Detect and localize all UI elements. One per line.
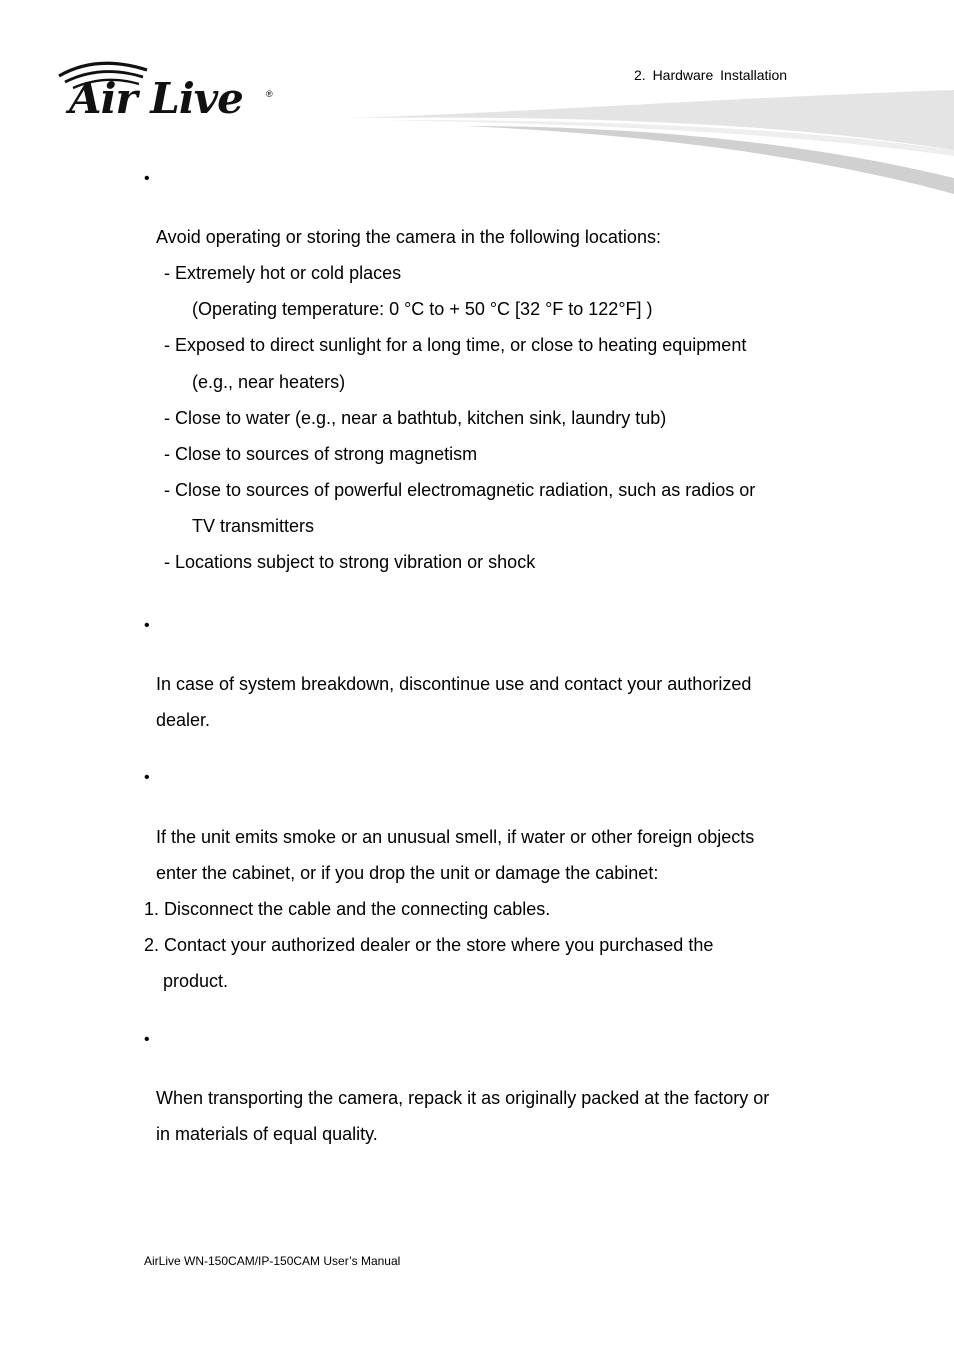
list-item: 1. Disconnect the cable and the connecting cables. [144, 899, 551, 919]
text-line: In case of system breakdown, discontinue use and contact your authorized [156, 674, 752, 694]
list-item: - Close to sources of powerful electromagnetic radiation, such as radios or [164, 480, 756, 500]
list-item: - Close to sources of strong magnetism [164, 444, 478, 464]
text-line: (Operating temperature: 0 °C to + 50 °C [32 °F to 122°F] ) [192, 299, 653, 319]
text-line: If the unit emits smoke or an unusual smell, if water or other foreign objects [156, 827, 755, 847]
text-line: in materials of equal quality. [156, 1124, 378, 1144]
text-line: TV transmitters [192, 516, 315, 536]
header-section-title: 2. Hardware Installation [634, 67, 788, 83]
list-item: - Extremely hot or cold places [164, 263, 402, 283]
logo-wordmark: Air Live [69, 74, 243, 123]
list-item: - Exposed to direct sunlight for a long time, or close to heating equipment [164, 335, 747, 355]
text-line: product. [163, 971, 229, 991]
text-line: dealer. [156, 710, 211, 730]
bullet-2: • [144, 617, 150, 634]
text-line: Avoid operating or storing the camera in the following locations: [156, 227, 661, 247]
registered-mark: ® [266, 89, 273, 99]
header-swoosh-decoration [345, 86, 954, 198]
footer-manual-title: AirLive WN-150CAM/IP-150CAM User’s Manual [144, 1254, 401, 1268]
bullet-4: • [144, 1031, 150, 1048]
airlive-logo [55, 60, 285, 130]
list-item: - Close to water (e.g., near a bathtub, kitchen sink, laundry tub) [164, 408, 667, 428]
text-line: (e.g., near heaters) [192, 372, 346, 392]
list-item: 2. Contact your authorized dealer or the store where you purchased the [144, 935, 714, 955]
text-line: When transporting the camera, repack it as originally packed at the factory or [156, 1088, 770, 1108]
list-item: - Locations subject to strong vibration or shock [164, 552, 536, 572]
bullet-1: • [144, 170, 150, 187]
bullet-3: • [144, 769, 150, 786]
text-line: enter the cabinet, or if you drop the unit or damage the cabinet: [156, 863, 659, 883]
